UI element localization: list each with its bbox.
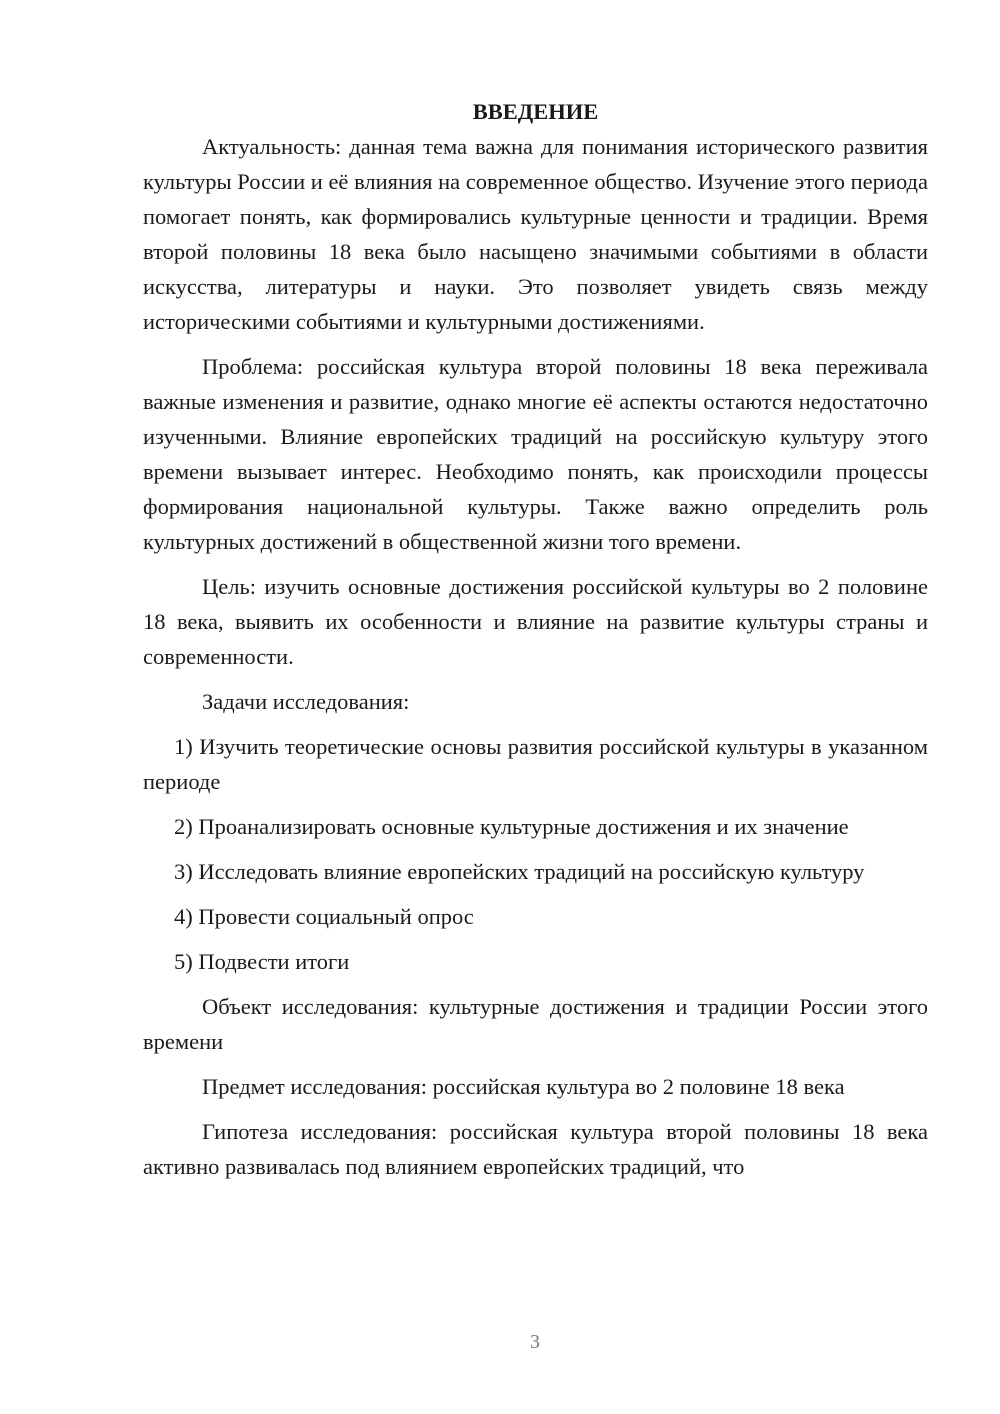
document-page — [143, 94, 928, 1194]
paragraph-problem: Проблема: российская культура второй половины 18 века переживала важные изменения и развитие, однако многие её аспекты остаются недостаточно изученными. Влияние европейских традиций на российскую культуру этого времени вызывает интерес. Необходимо понять, как происходили процессы формирования национальной культуры. Также важно определить роль культурных достижений в общественной жизни того времени. — [143, 354, 928, 554]
task-item-5: 5) Подвести итоги — [174, 949, 350, 974]
paragraph-hypothesis: Гипотеза исследования: российская культура второй половины 18 века активно развивалась под влиянием европейских традиций, что — [143, 1119, 928, 1179]
paragraph-subject: Предмет исследования: российская культура во 2 половине 18 века — [202, 1074, 845, 1099]
paragraph-object: Объект исследования: культурные достижения и традиции России этого времени — [143, 994, 928, 1054]
task-item-4: 4) Провести социальный опрос — [174, 904, 474, 929]
section-heading: ВВЕДЕНИЕ — [472, 99, 599, 124]
task-item-1: 1) Изучить теоретические основы развития российской культуры в указанном периоде — [143, 734, 928, 794]
paragraph-goal: Цель: изучить основные достижения российской культуры во 2 половине 18 века, выявить их особенности и влияние на развитие культуры страны и современности. — [143, 574, 928, 669]
task-item-2: 2) Проанализировать основные культурные достижения и их значение — [174, 814, 849, 839]
paragraph-relevance: Актуальность: данная тема важна для понимания исторического развития культуры России и её влияния на современное общество. Изучение этого периода помогает понять, как формировались культурные ценности и традиции. Время второй половины 18 века было насыщено значимыми событиями в области искусства, литературы и науки. Это позволяет увидеть связь между историческими событиями и культурными достижениями. — [143, 134, 928, 334]
tasks-title: Задачи исследования: — [202, 689, 410, 714]
task-item-3: 3) Исследовать влияние европейских традиций на российскую культуру — [174, 859, 865, 884]
page-number: 3 — [530, 1331, 540, 1353]
